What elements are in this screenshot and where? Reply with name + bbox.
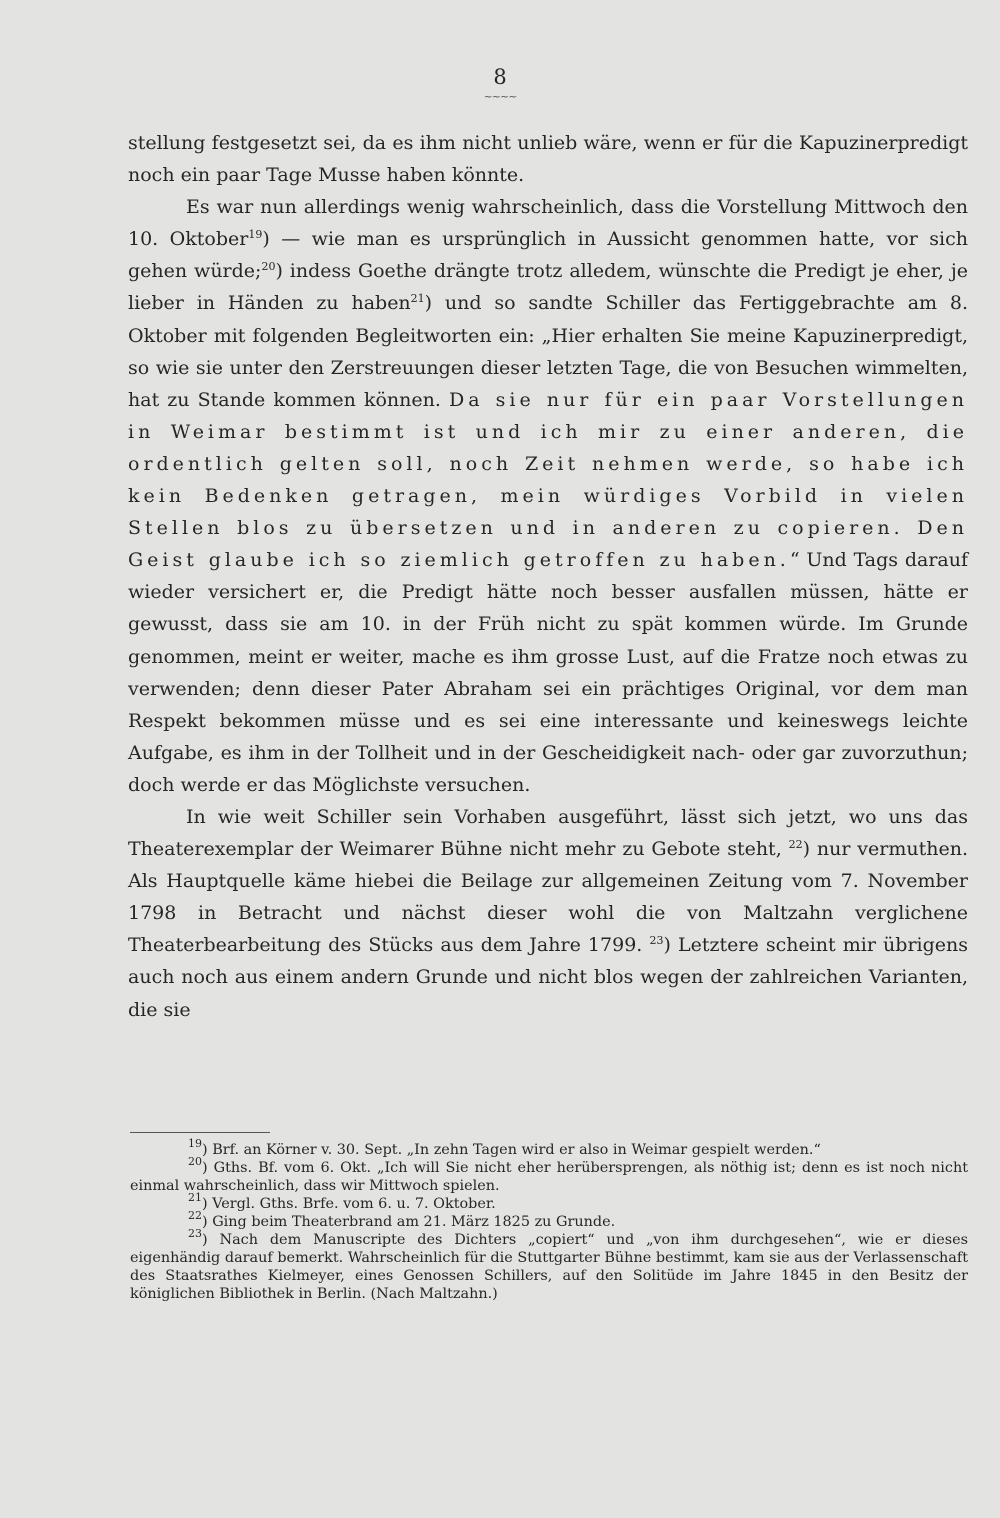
footnote-text: ) Brf. an Körner v. 30. Sept. „In zehn Tagen wird er also in Weimar gespielt werden.“ [202, 1142, 821, 1158]
footnote-text: ) Gths. Bf. vom 6. Okt. „Ich will Sie nicht eher herübersprengen, als nöthig ist; denn es ist noch nicht einmal wahrscheinlich, dass wir Mittwoch spielen. [130, 1160, 968, 1194]
paragraph-3 [128, 801, 968, 1026]
footnote-ref-23: 23 [649, 934, 664, 948]
paragraph-1: stellung festgesetzt sei, da es ihm nicht unlieb wäre, wenn er für die Kapuzinerpredigt noch ein paar Tage Musse haben könnte. [128, 132, 968, 187]
main-text [128, 127, 968, 1026]
footnote-divider [130, 1132, 270, 1133]
paragraph-2 [128, 191, 968, 801]
footnote-21 [130, 1191, 968, 1213]
footnote-19 [130, 1137, 968, 1159]
footnote-ref-21: 21 [410, 292, 425, 306]
text-segment: In wie weit Schiller sein Vorhaben ausgeführt, lässt sich jetzt, wo uns das Theaterexemplar der Weimarer Bühne nicht mehr zu Gebote steht, [128, 805, 968, 861]
text-segment: ) und so sandte Schiller das Fertiggebrachte am 8. Oktober mit folgenden Begleitworten ein: „Hier erhalten Sie meine Kapuzinerpredigt, so wie sie unter den Zerstreuungen dieser letzten Tage, die von Besuchen wimmelten, hat zu Stande kommen können. [128, 292, 968, 411]
spaced-quote: Da sie nur für ein paar Vorstellungen in Weimar bestimmt ist und ich mir zu einer anderen, die ordentlich gelten soll, noch Zeit nehmen werde, so habe ich kein Bedenken getragen, mein würdiges Vorbild in vielen Stellen blos zu übersetzen und in anderen zu copieren. Den Geist glaube ich so ziemlich getroffen zu haben. [128, 388, 969, 572]
page-number: 8 [493, 65, 507, 89]
footnote-number: 22 [188, 1209, 202, 1222]
footnote-ref-19: 19 [248, 228, 263, 242]
text-segment: Es war nun allerdings wenig wahrscheinlich, dass die Vorstellung Mittwoch den 10. Oktober [128, 196, 968, 251]
footnote-22 [130, 1209, 968, 1231]
footnotes [130, 1137, 968, 1303]
text-segment: “ Und Tags darauf wieder versichert er, die Predigt hätte noch besser ausfallen müssen, hätte er gewusst, dass sie am 10. in der Früh nicht zu spät kommen würde. Im Grunde genommen, meint er weiter, mache es ihm grosse Lust, auf die Fratze noch etwas zu verwenden; denn dieser Pater Abraham sei ein prächtiges Original, vor dem man Respekt bekommen müsse und es sei eine interessante und keineswegs leichte Aufgabe, es ihm in der Tollheit und in der Gescheidigkeit nach- oder gar zuvorzuthun; doch werde er das Möglichste versuchen. [128, 549, 969, 796]
footnote-text: ) Nach dem Manuscripte des Dichters „copiert“ und „von ihm durchgesehen“, wie er dieses eigenhändig darauf bemerkt. Wahrscheinlich für die Stuttgarter Bühne bestimmt, kam sie aus der Verlassenschaft des Staatsrathes Kielmeyer, eines Genossen Schillers, auf den Solitüde im Jahre 1845 in den Besitz der königlichen Bibliothek in Berlin. (Nach Maltzahn.) [130, 1232, 968, 1302]
footnote-number: 23 [188, 1227, 202, 1240]
text-segment: ) nur vermuthen. Als Hauptquelle käme hiebei die Beilage zur allgemeinen Zeitung vom 7. November 1798 in Betracht und nächst dieser wohl die von Maltzahn verglichene Theaterbearbeitung des Stücks aus dem Jahre 1799. [128, 838, 968, 957]
footnote-23 [130, 1227, 968, 1303]
ornament-divider: ~~~~ [483, 90, 517, 103]
text-segment: ) — wie man es ursprünglich in Aussicht genommen hatte, vor sich gehen würde; [128, 228, 968, 283]
footnote-number: 21 [188, 1191, 202, 1204]
footnote-number: 20 [188, 1155, 202, 1168]
text-segment: ) indess Goethe drängte trotz alledem, wünschte die Predigt je eher, je lieber in Händen zu haben [128, 260, 969, 315]
footnote-text: ) Vergl. Gths. Brfe. vom 6. u. 7. Oktober. [202, 1196, 496, 1212]
footnote-number: 19 [188, 1137, 202, 1150]
footnote-text: ) Ging beim Theaterbrand am 21. März 1825 zu Grunde. [202, 1214, 616, 1230]
text-segment: ) Letztere scheint mir übrigens auch noch aus einem andern Grunde und nicht blos wegen der zahlreichen Varianten, die sie [128, 934, 969, 1021]
footnote-20 [130, 1155, 968, 1195]
footnote-ref-22: 22 [788, 838, 803, 852]
footnote-ref-20: 20 [261, 260, 276, 274]
